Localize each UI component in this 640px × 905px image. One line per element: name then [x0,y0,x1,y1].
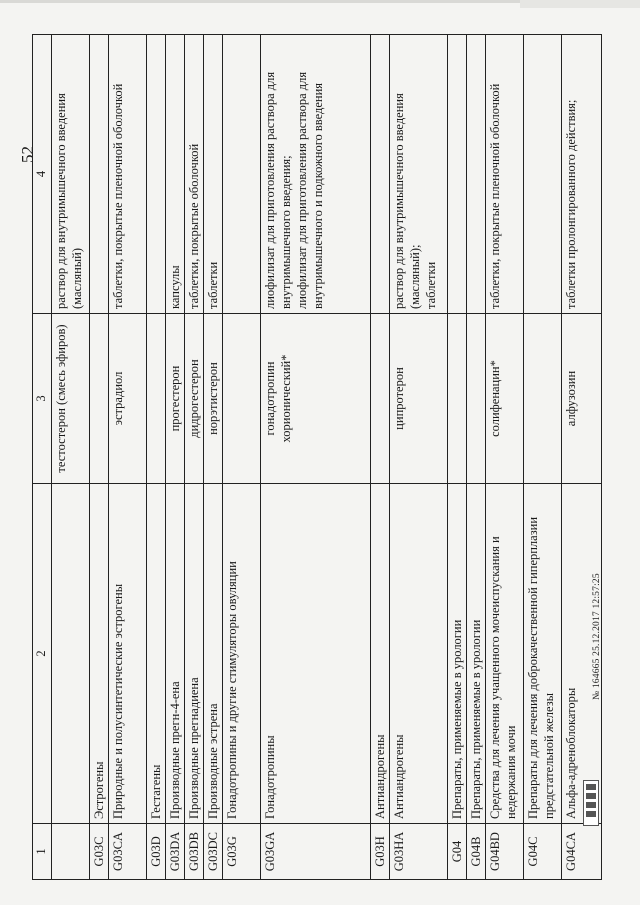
table-row [467,35,486,880]
table-body [52,35,602,880]
code-cell: G03D [147,824,166,880]
dosage-form-cell: таблетки [204,35,223,314]
code-cell: G04BD [486,824,524,880]
stamp-logo-icon [583,780,599,826]
table-row [261,35,371,880]
drug-name-cell: эстрадиол [109,314,147,484]
code-cell [52,824,90,880]
table-row [562,35,602,880]
code-cell: G03G [223,824,261,880]
dosage-form-cell: таблетки, покрытые пленочной оболочкой [486,35,524,314]
table-row [109,35,147,880]
table-row [52,35,90,880]
dosage-form-cell [223,35,261,314]
group-name-cell: Препараты для лечения доброкачественной гиперплазии предстательной железы [524,484,562,824]
dosage-form-cell: капсулы [166,35,185,314]
table-row [185,35,204,880]
dosage-form-cell: раствор для внутримышечного введения (масляный); таблетки [390,35,448,314]
header-row [33,35,52,880]
drug-name-cell: ципротерон [390,314,448,484]
drug-name-cell: дидрогестерон [185,314,204,484]
code-cell: G04 [448,824,467,880]
header-col-1: 1 [33,824,52,880]
table-row [166,35,185,880]
group-name-cell: Гонадотропины [261,484,371,824]
drug-table [32,34,602,880]
drug-name-cell [223,314,261,484]
drug-name-cell: тестостерон (смесь эфиров) [52,314,90,484]
dosage-form-cell: таблетки пролонгированного действия; [562,35,602,314]
table-row [90,35,109,880]
table-row [204,35,223,880]
drug-name-cell [448,314,467,484]
drug-name-cell [371,314,390,484]
table-row [486,35,524,880]
drug-name-cell: прогестерон [166,314,185,484]
dosage-form-cell: раствор для внутримышечного введения (масляный) [52,35,90,314]
dosage-form-cell: таблетки, покрытые пленочной оболочкой [109,35,147,314]
dosage-form-cell: таблетки, покрытые оболочкой [185,35,204,314]
group-name-cell: Производные прегн-4-ена [166,484,185,824]
header-col-3: 3 [33,314,52,484]
table-row [371,35,390,880]
dosage-form-cell [371,35,390,314]
drug-name-cell [524,314,562,484]
group-name-cell: Антиандрогены [371,484,390,824]
group-name-cell: Средства для лечения учащенного мочеиспускания и недержания мочи [486,484,524,824]
group-name-cell: Производные эстрена [204,484,223,824]
drug-name-cell [90,314,109,484]
code-cell: G04CA [562,824,602,880]
code-cell: G03H [371,824,390,880]
group-name-cell: Эстрогены [90,484,109,824]
drug-name-cell: норэтистерон [204,314,223,484]
table-row [390,35,448,880]
rotated-table-container [32,35,588,880]
registration-stamp: № 164665 25.12.2017 12:57:25 [592,573,602,700]
code-cell: G04C [524,824,562,880]
group-name-cell: Природные и полусинтетические эстрогены [109,484,147,824]
code-cell: G03DB [185,824,204,880]
group-name-cell [52,484,90,824]
code-cell: G03GA [261,824,371,880]
table-row [147,35,166,880]
group-name-cell: Производные прегнадиена [185,484,204,824]
code-cell: G03C [90,824,109,880]
dosage-form-cell [467,35,486,314]
code-cell: G03DC [204,824,223,880]
group-name-cell: Гестагены [147,484,166,824]
header-col-2: 2 [33,484,52,824]
dosage-form-cell [147,35,166,314]
dosage-form-cell [90,35,109,314]
group-name-cell: Гонадотропины и другие стимуляторы овуляции [223,484,261,824]
table-row [524,35,562,880]
drug-name-cell: гонадотропин хорионический* [261,314,371,484]
page-number: 52 [18,146,37,163]
code-cell: G03HA [390,824,448,880]
dosage-form-cell [448,35,467,314]
code-cell: G03CA [109,824,147,880]
group-name-cell: Альфа-адреноблокаторы [562,484,602,824]
table-row [223,35,261,880]
drug-name-cell: алфузозин [562,314,602,484]
group-name-cell: Препараты, применяемые в урологии [467,484,486,824]
table-row [448,35,467,880]
code-cell: G04B [467,824,486,880]
group-name-cell: Препараты, применяемые в урологии [448,484,467,824]
drug-name-cell: солифенацин* [486,314,524,484]
drug-name-cell [467,314,486,484]
dosage-form-cell [524,35,562,314]
code-cell: G03DA [166,824,185,880]
dosage-form-cell: лиофилизат для приготовления раствора для внутримышечного введения; лиофилизат для приготовления раствора для внутримышечного и подкожного введения [261,35,371,314]
header-col-4: 4 [33,35,52,314]
group-name-cell: Антиандрогены [390,484,448,824]
drug-name-cell [147,314,166,484]
